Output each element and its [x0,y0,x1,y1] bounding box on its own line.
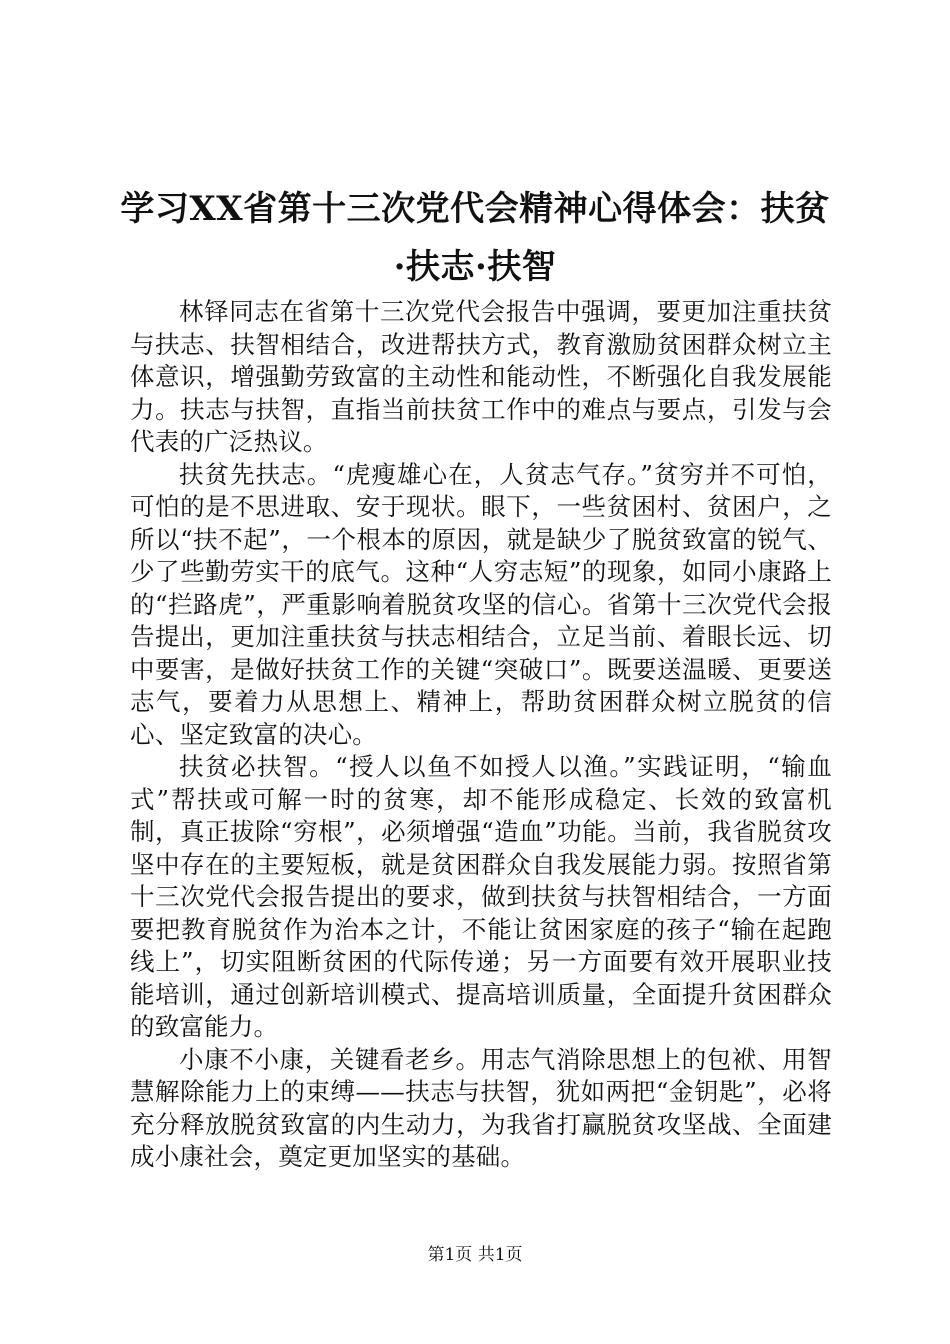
document-body [130,296,832,1174]
paragraph-1: 林铎同志在省第十三次党代会报告中强调，要更加注重扶贫与扶志、扶智相结合，改进帮扶方式，教育激励贫困群众树立主体意识，增强勤劳致富的主动性和能动性，不断强化自我发展能力。扶志与扶智，直指当前扶贫工作中的难点与要点，引发与会代表的广泛热议。 [130,297,832,456]
page-number-footer: 第1页 共1页 [427,1245,523,1265]
paragraph-4: 小康不小康，关键看老乡。用志气消除思想上的包袱、用智慧解除能力上的束缚——扶志与扶智，犹如两把“金钥匙”，必将充分释放脱贫致富的内生动力，为我省打赢脱贫攻坚战、全面建成小康社会，奠定更加坚实的基础。 [130,1044,832,1171]
paragraph-2: 扶贫先扶志。“虎瘦雄心在，人贫志气存。”贫穷并不可怕，可怕的是不思进取、安于现状。眼下，一些贫困村、贫困户，之所以“扶不起”，一个根本的原因，就是缺少了脱贫致富的锐气、少了些勤劳实干的底气。这种“人穷志短”的现象，如同小康路上的“拦路虎”，严重影响着脱贫攻坚的信心。省第十三次党代会报告提出，更加注重扶贫与扶志相结合，立足当前、着眼长远、切中要害，是做好扶贫工作的关键“突破口”。既要送温暖、更要送志气，要着力从思想上、精神上，帮助贫困群众树立脱贫的信心、坚定致富的决心。 [130,459,832,749]
document-title: 学习XX省第十三次党代会精神心得体会：扶贫·扶志·扶智 [120,189,830,287]
paragraph-3: 扶贫必扶智。“授人以鱼不如授人以渔。”实践证明，“输血式”帮扶或可解一时的贫寒，却不能形成稳定、长效的致富机制，真正拔除“穷根”，必须增强“造血”功能。当前，我省脱贫攻坚中存在的主要短板，就是贫困群众自我发展能力弱。按照省第十三次党代会报告提出的要求，做到扶贫与扶智相结合，一方面要把教育脱贫作为治本之计，不能让贫困家庭的孩子“输在起跑线上”，切实阻断贫困的代际传递；另一方面要有效开展职业技能培训，通过创新培训模式、提高培训质量，全面提升贫困群众的致富能力。 [130,752,832,1041]
